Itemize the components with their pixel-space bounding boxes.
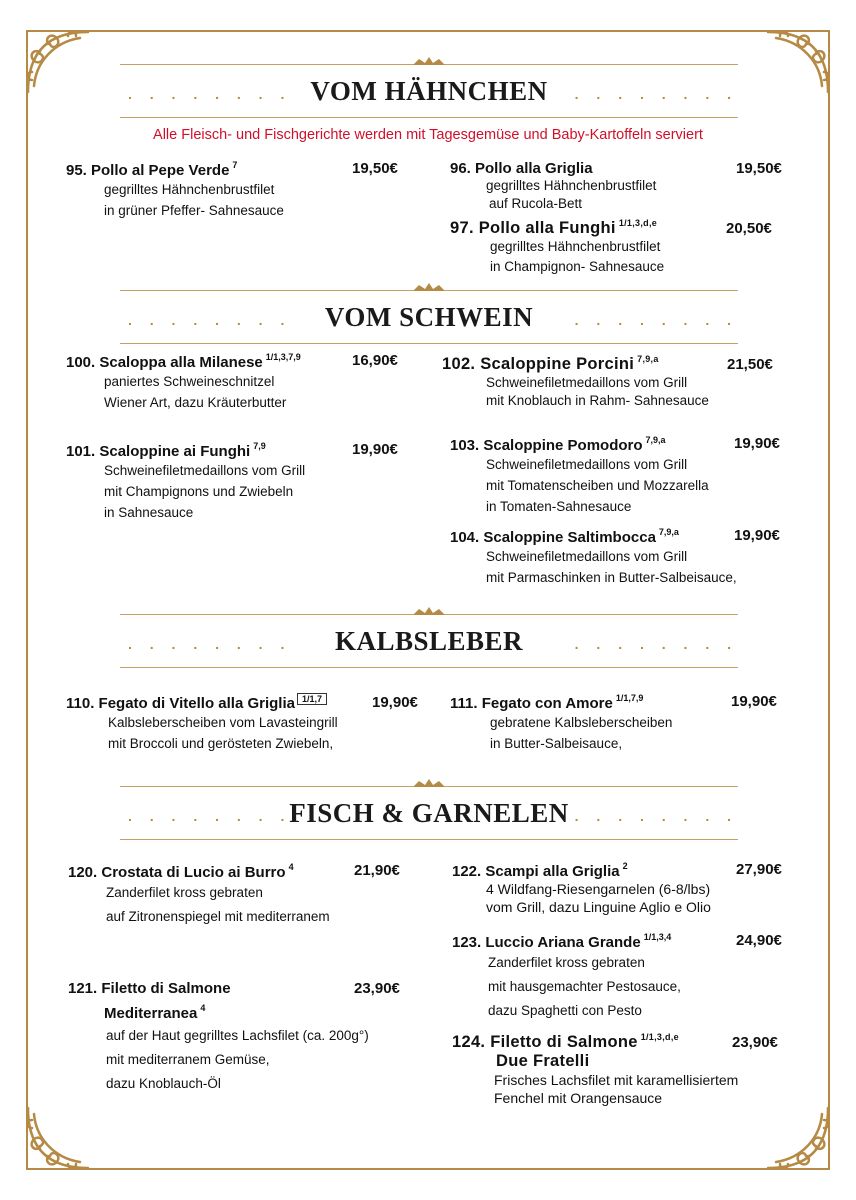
- item-price: 16,90€: [352, 352, 398, 369]
- item-description: auf der Haut gegrilltes Lachsfilet (ca. 200g°) mit mediterranem Gemüse, dazu Knoblauch-Öl: [106, 1028, 369, 1091]
- crown-ornament-icon: [411, 56, 447, 66]
- section-title: VOM HÄHNCHEN: [310, 76, 548, 106]
- item-price: 19,90€: [352, 441, 398, 458]
- menu-item-101: [66, 441, 411, 523]
- item-price: 20,50€: [726, 220, 772, 237]
- menu-item-95: [66, 160, 406, 221]
- dot-ornament: . . . . . . . .: [574, 636, 738, 652]
- item-name-line2: Due Fratelli: [496, 1052, 590, 1070]
- item-description: Schweinefiletmedaillons vom Grill mit Champignons und Zwiebeln in Sahnesauce: [104, 463, 306, 520]
- item-description: Kalbsleberscheiben vom Lavasteingrill mit Broccoli und gerösteten Zwiebeln,: [108, 715, 338, 751]
- item-name: 104. Scaloppine Saltimbocca $^{7,9,a}$: [450, 527, 679, 546]
- item-price: 19,90€: [734, 435, 780, 452]
- corner-ornament-icon: [18, 22, 96, 100]
- menu-item-110: [66, 694, 436, 754]
- item-name: 101. Scaloppine ai Funghi $^{7,9}$: [66, 441, 266, 460]
- item-price: 24,90€: [736, 932, 782, 949]
- section-header-kalbsleber: [120, 604, 738, 674]
- item-description: gegrilltes Hähnchenbrustfilet in Champignon- Sahnesauce: [490, 239, 665, 274]
- item-description: paniertes Schweineschnitzel Wiener Art, dazu Kräuterbutter: [104, 374, 287, 410]
- item-description: Zanderfilet kross gebraten auf Zitronenspiegel mit mediterranem: [106, 885, 330, 924]
- item-name: 124. Filetto di Salmone $^{1/1,3,d,e}$: [452, 1032, 679, 1051]
- item-name: 111. Fegato con Amore $^{1/1,7,9}$: [450, 693, 644, 712]
- item-name: 123. Luccio Ariana Grande $^{1/1,3,4}$: [452, 932, 672, 951]
- item-price: 23,90€: [354, 980, 400, 997]
- divider: [120, 343, 738, 344]
- section-header-fisch: [120, 776, 738, 846]
- crown-ornament-icon: [411, 606, 447, 616]
- item-price: 21,90€: [354, 862, 400, 879]
- item-name: 121. Filetto di Salmone: [68, 980, 231, 997]
- corner-ornament-icon: [760, 22, 838, 100]
- item-price: 19,90€: [731, 693, 777, 710]
- item-price: 19,50€: [736, 160, 782, 177]
- item-price: 19,50€: [352, 160, 398, 177]
- menu-item-103: [450, 435, 790, 517]
- item-name: 120. Crostata di Lucio ai Burro $^4$: [68, 862, 294, 881]
- item-name: 96. Pollo alla Griglia: [450, 160, 593, 177]
- item-description: gebratene Kalbsleberscheiben in Butter-Salbeisauce,: [490, 715, 673, 751]
- divider: [120, 117, 738, 118]
- item-name: 100. Scaloppa alla Milanese $^{1/1,3,7,9}$: [66, 352, 301, 371]
- crown-ornament-icon: [411, 282, 447, 292]
- item-description: Schweinefiletmedaillons vom Grill mit Tomatenscheiben und Mozzarella in Tomaten-Sahnesauce: [486, 457, 709, 514]
- item-description: Frisches Lachsfilet mit karamellisiertem Fenchel mit Orangensauce: [494, 1072, 739, 1106]
- item-description: Zanderfilet kross gebraten mit hausgemachter Pestosauce, dazu Spaghetti con Pesto: [488, 955, 681, 1018]
- dot-ornament: . . . . . . . .: [574, 86, 738, 102]
- menu-item-97: [450, 218, 790, 278]
- serving-notice: Alle Fleisch- und Fischgerichte werden mit Tagesgemüse und Baby-Kartoffeln serviert: [153, 127, 703, 143]
- divider: [120, 667, 738, 668]
- item-name: 102. Scaloppine Porcini $^{7,9,a}$: [442, 354, 659, 373]
- dot-ornament: . . . . . . . .: [128, 808, 292, 824]
- menu-item-104: [450, 527, 790, 588]
- section-title: FISCH & GARNELEN: [289, 798, 569, 828]
- menu-item-120: [68, 862, 413, 929]
- menu-item-121: [68, 980, 413, 1096]
- item-name: 95. Pollo al Pepe Verde $^7$: [66, 160, 238, 179]
- dot-ornament: . . . . . . . .: [128, 86, 292, 102]
- menu-item-122: [452, 861, 792, 916]
- item-name-line2: Mediterranea $^4$: [104, 1003, 206, 1022]
- section-header-schwein: [120, 280, 738, 350]
- corner-ornament-icon: [18, 1100, 96, 1178]
- item-price: 19,90€: [734, 527, 780, 544]
- dot-ornament: . . . . . . . .: [574, 808, 738, 824]
- item-description: Schweinefiletmedaillons vom Grill mit Parmaschinken in Butter-Salbeisauce,: [486, 549, 737, 585]
- dot-ornament: . . . . . . . .: [574, 312, 738, 328]
- section-header-haehnchen: [120, 54, 738, 124]
- item-price: 21,50€: [727, 356, 773, 373]
- menu-item-124: [452, 1032, 792, 1107]
- menu-item-100: [66, 352, 411, 413]
- section-title: KALBSLEBER: [334, 626, 524, 656]
- item-price: 23,90€: [732, 1034, 778, 1051]
- item-description: gegrilltes Hähnchenbrustfilet auf Rucola-Bett: [486, 178, 657, 211]
- corner-ornament-icon: [760, 1100, 838, 1178]
- menu-item-111: [450, 693, 790, 754]
- menu-item-123: [452, 932, 792, 1023]
- dot-ornament: . . . . . . . .: [128, 312, 292, 328]
- menu-item-102: [442, 354, 792, 410]
- item-name: 97. Pollo alla Funghi $^{1/1,3,d,e}$: [450, 218, 658, 237]
- item-name: 103. Scaloppine Pomodoro $^{7,9,a}$: [450, 435, 666, 454]
- item-price: 19,90€: [372, 694, 418, 711]
- item-description: 4 Wildfang-Riesengarnelen (6-8/lbs) vom Grill, dazu Linguine Aglio e Olio: [486, 881, 711, 915]
- section-title: VOM SCHWEIN: [324, 302, 534, 332]
- crown-ornament-icon: [411, 778, 447, 788]
- menu-item-96: [450, 160, 790, 213]
- divider: [120, 839, 738, 840]
- item-description: Schweinefiletmedaillons vom Grill mit Knoblauch in Rahm- Sahnesauce: [486, 375, 709, 408]
- item-name: 110. Fegato di Vitello alla Griglia $^{1/1,7}$: [66, 694, 436, 712]
- item-price: 27,90€: [736, 861, 782, 878]
- dot-ornament: . . . . . . . .: [128, 636, 292, 652]
- item-description: gegrilltes Hähnchenbrustfilet in grüner Pfeffer- Sahnesauce: [104, 182, 284, 218]
- item-name: 122. Scampi alla Griglia $^2$: [452, 861, 628, 880]
